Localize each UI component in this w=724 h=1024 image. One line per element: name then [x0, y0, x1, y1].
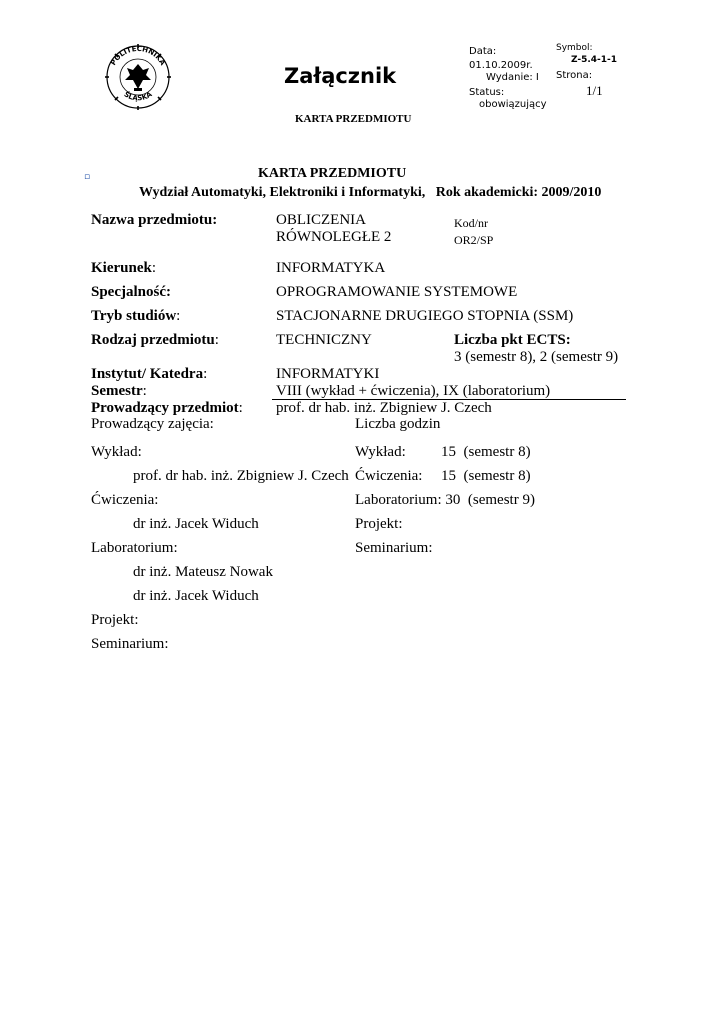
logo-top-text: POLITECHNIKA	[109, 44, 167, 67]
date-value: 01.10.2009r.	[469, 60, 533, 71]
semester-label: Semestr	[91, 383, 143, 399]
project-label: Projekt:	[91, 612, 139, 628]
institute-value: INFORMATYKI	[276, 366, 380, 382]
status-label: Status:	[469, 87, 505, 98]
institute-row: Instytut/ Katedra:	[91, 366, 208, 382]
institute-label: Instytut/ Katedra	[91, 366, 204, 382]
symbol-value: Z-5.4-1-1	[571, 55, 618, 65]
lecturer-label: Prowadzący przedmiot	[91, 400, 239, 416]
semester-value: VIII (wykład + ćwiczenia), IX (laboratorium)	[276, 383, 551, 399]
hours-seminar-label: Seminarium:	[355, 540, 433, 556]
course-name-line1: OBLICZENIA	[276, 212, 366, 228]
field-of-study-label: Kierunek	[91, 260, 152, 276]
field-of-study-value: INFORMATYKA	[276, 260, 386, 276]
specialization-label: Specjalność:	[91, 284, 171, 300]
seminar-label: Seminarium:	[91, 636, 169, 652]
edition-value: Wydanie: I	[486, 72, 539, 83]
hours-exercises-label: Ćwiczenia:	[355, 468, 423, 484]
card-title: KARTA PRZEDMIOTU	[258, 166, 407, 181]
exercises-person: dr inż. Jacek Widuch	[133, 516, 259, 532]
page-value: 1/1	[586, 83, 603, 98]
logo-bottom-text: ŚLĄSKA	[122, 90, 154, 103]
lecturer-value: prof. dr hab. inż. Zbigniew J. Czech	[276, 400, 492, 416]
header-subtitle: KARTA PRZEDMIOTU	[295, 113, 412, 125]
hours-exercises-value: 15 (semestr 8)	[441, 468, 531, 484]
svg-text:ŚLĄSKA	[123, 89, 154, 102]
course-type-row: Rodzaj przedmiotu:	[91, 332, 219, 348]
exercises-label: Ćwiczenia:	[91, 492, 159, 508]
page-label: Strona:	[556, 70, 593, 81]
hours-label: Liczba godzin	[355, 416, 441, 432]
course-type-value: TECHNICZNY	[276, 332, 372, 348]
course-type-label: Rodzaj przedmiotu	[91, 332, 215, 348]
hours-lecture-value: 15 (semestr 8)	[441, 444, 531, 460]
semester-row: Semestr:	[91, 383, 147, 399]
hours-laboratory: Laboratorium: 30 (semestr 9)	[355, 492, 535, 508]
bullet-icon: ▫	[84, 172, 91, 182]
university-logo	[103, 44, 173, 110]
lecturer-row: Prowadzący przedmiot:	[91, 400, 243, 416]
laboratory-person-2: dr inż. Jacek Widuch	[133, 588, 259, 604]
hours-lecture-label: Wykład:	[355, 444, 406, 460]
status-value: obowiązujący	[479, 99, 547, 110]
ects-value: 3 (semestr 8), 2 (semestr 9)	[454, 349, 619, 365]
study-mode-row: Tryb studiów:	[91, 308, 181, 324]
lecture-label: Wykład:	[91, 444, 142, 460]
code-label: Kod/nr	[454, 216, 488, 230]
instructors-label: Prowadzący zajęcia:	[91, 416, 214, 432]
laboratory-person-1: dr inż. Mateusz Nowak	[133, 564, 273, 580]
document-title: Załącznik	[284, 64, 397, 88]
hours-project-label: Projekt:	[355, 516, 403, 532]
code-value: OR2/SP	[454, 233, 494, 247]
lecture-person: prof. dr hab. inż. Zbigniew J. Czech	[133, 468, 349, 484]
date-label: Data:	[469, 46, 497, 57]
svg-text:POLITECHNIKA	[109, 45, 167, 67]
course-name-label: Nazwa przedmiotu:	[91, 212, 218, 228]
ects-label: Liczba pkt ECTS:	[454, 332, 571, 348]
study-mode-value: STACJONARNE DRUGIEGO STOPNIA (SSM)	[276, 308, 574, 324]
faculty-line: Wydział Automatyki, Elektroniki i Informatyki, Rok akademicki: 2009/2010	[139, 185, 602, 200]
study-mode-label: Tryb studiów	[91, 308, 177, 324]
laboratory-label: Laboratorium:	[91, 540, 178, 556]
symbol-label: Symbol:	[556, 43, 593, 53]
course-name-line2: RÓWNOLEGŁE 2	[276, 229, 392, 245]
field-of-study-row: Kierunek:	[91, 260, 157, 276]
specialization-value: OPROGRAMOWANIE SYSTEMOWE	[276, 284, 518, 300]
